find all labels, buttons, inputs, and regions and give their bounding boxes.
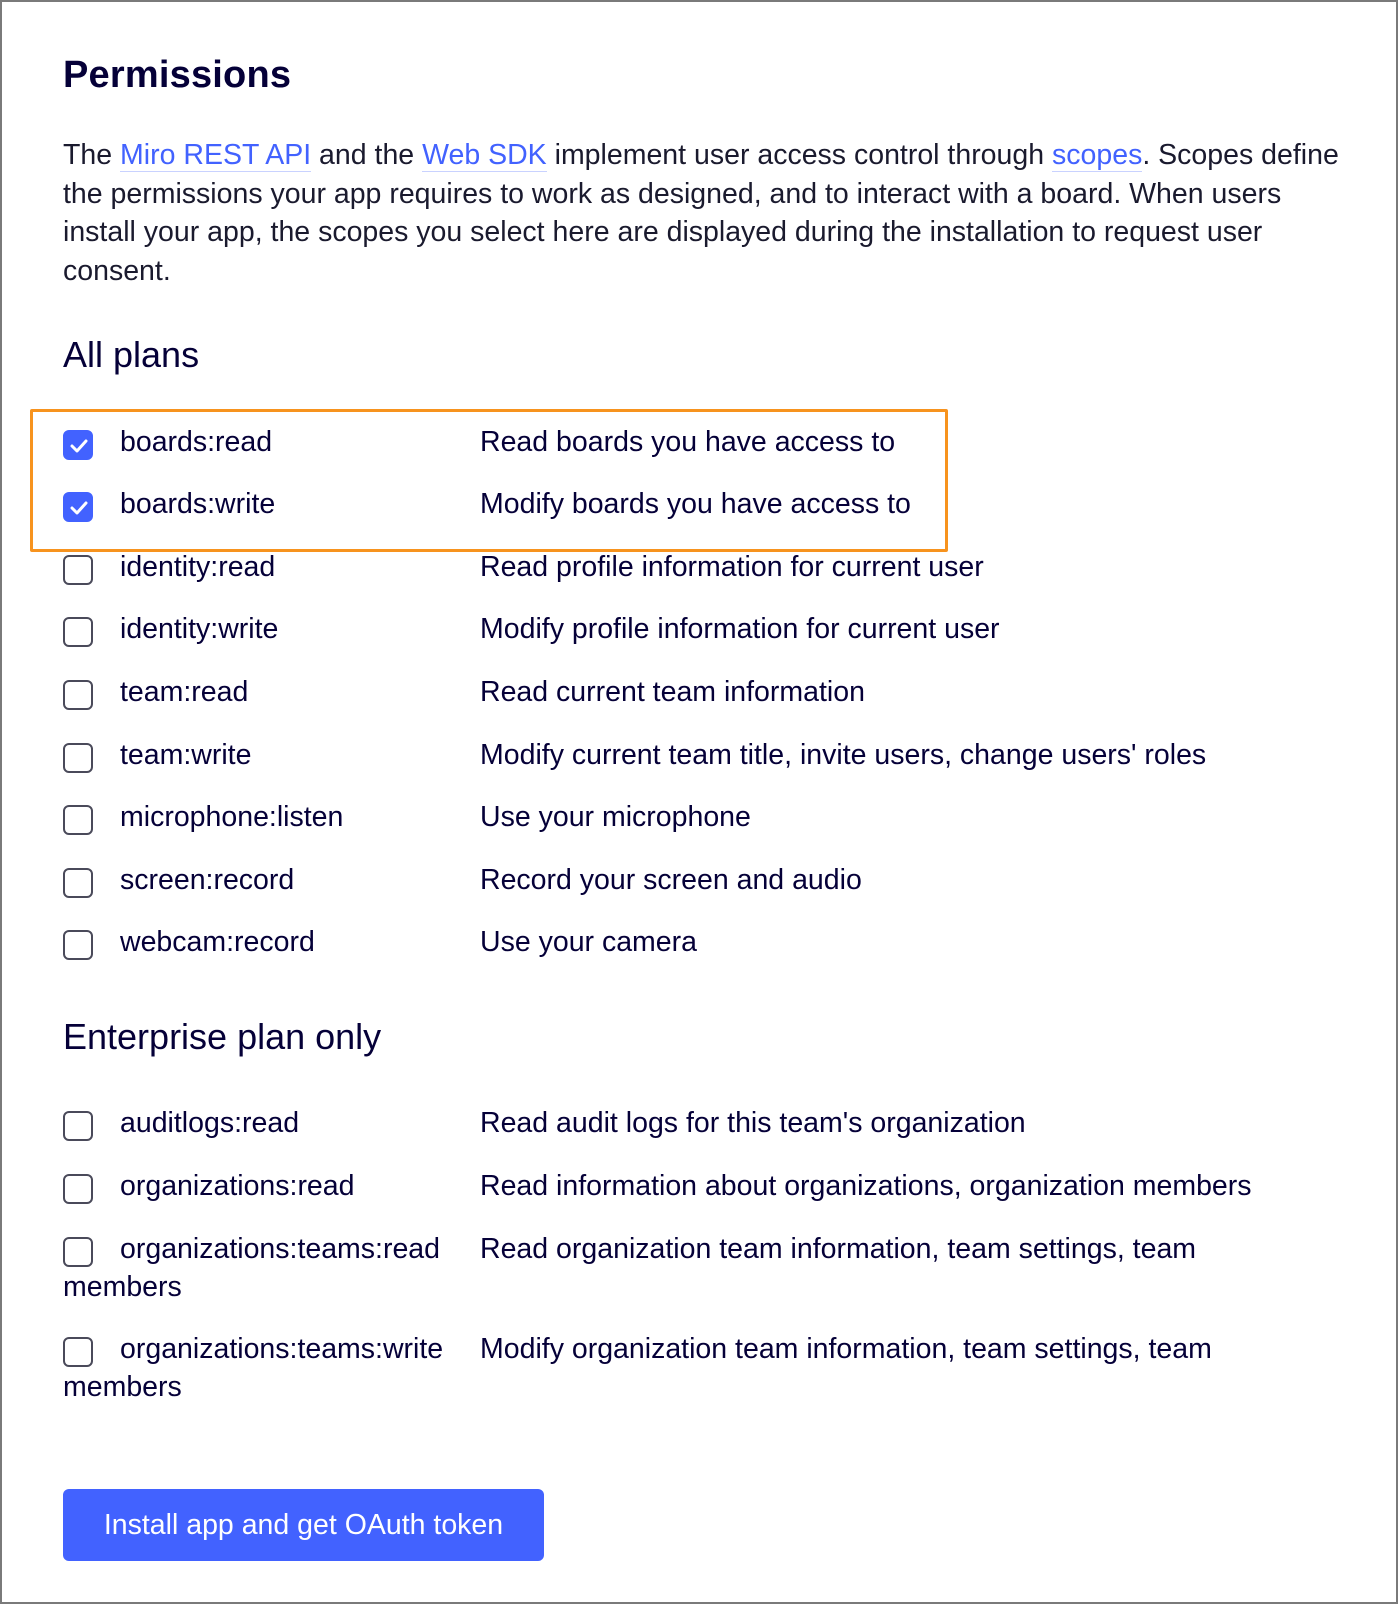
intro-paragraph <box>63 136 1353 290</box>
scope-row[interactable] <box>63 676 1353 720</box>
intro-text: implement user access control through <box>546 139 1053 171</box>
scope-description: Read information about organizations, organization members <box>480 1170 1252 1202</box>
scope-checkbox[interactable] <box>63 1111 93 1141</box>
scope-description: Modify boards you have access to <box>480 488 911 520</box>
scope-name: organizations:read <box>120 1170 355 1202</box>
scope-row[interactable] <box>63 1333 1353 1403</box>
miro-rest-api-link[interactable]: Miro REST API <box>120 139 312 171</box>
scope-description: Record your screen and audio <box>480 864 862 896</box>
scope-description: Modify profile information for current user <box>480 613 1000 645</box>
intro-text: and the <box>311 139 423 171</box>
scope-description: Use your microphone <box>480 801 751 833</box>
intro-text: . Scopes define the permissions your app requires to work as designed, and to interact with a board. When users install your app, the scopes you select here are displayed during the installation to request user consent. <box>63 139 1339 287</box>
install-app-button[interactable]: Install app and get OAuth token <box>63 1489 544 1561</box>
scope-name: team:write <box>120 739 252 771</box>
scope-checkbox[interactable] <box>63 1337 93 1367</box>
scope-row[interactable] <box>63 1107 1353 1151</box>
scope-description: Modify organization team information, team settings, team <box>480 1333 1212 1365</box>
scope-name: auditlogs:read <box>120 1107 300 1139</box>
scope-name: microphone:listen <box>120 801 344 833</box>
scope-checkbox[interactable] <box>63 555 93 585</box>
scope-row[interactable] <box>63 739 1353 783</box>
scope-row[interactable] <box>63 1170 1353 1214</box>
web-sdk-link[interactable]: Web SDK <box>422 139 547 171</box>
scope-name: team:read <box>120 676 249 708</box>
scope-name: webcam:record <box>120 926 315 958</box>
scope-checkbox[interactable] <box>63 868 93 898</box>
scope-name: organizations:teams:read <box>120 1233 441 1265</box>
scope-checkbox[interactable] <box>63 680 93 710</box>
scope-checkbox[interactable] <box>63 617 93 647</box>
scope-checkbox[interactable] <box>63 805 93 835</box>
scope-name-wrap: members <box>63 1371 182 1403</box>
intro-text: The <box>63 139 121 171</box>
scope-name: boards:write <box>120 488 276 520</box>
scope-name: boards:read <box>120 426 273 458</box>
scopes-link[interactable]: scopes <box>1052 139 1143 171</box>
page-title: Permissions <box>63 54 292 96</box>
scope-row[interactable] <box>63 801 1353 845</box>
scope-checkbox[interactable] <box>63 930 93 960</box>
highlight-box <box>30 409 948 552</box>
scope-description: Read profile information for current user <box>480 551 984 583</box>
scope-description: Use your camera <box>480 926 697 958</box>
scope-description: Read boards you have access to <box>480 426 896 458</box>
scope-row[interactable] <box>63 613 1353 657</box>
scope-checkbox[interactable] <box>63 743 93 773</box>
scope-description: Read current team information <box>480 676 865 708</box>
all-plans-heading: All plans <box>63 334 200 375</box>
scope-description: Read organization team information, team settings, team <box>480 1233 1197 1265</box>
scope-name: identity:read <box>120 551 276 583</box>
scope-name: identity:write <box>120 613 279 645</box>
scope-name: screen:record <box>120 864 295 896</box>
scope-row[interactable] <box>63 926 1353 970</box>
scope-row[interactable] <box>63 864 1353 908</box>
scope-description: Modify current team title, invite users, change users' roles <box>480 739 1207 771</box>
scope-row[interactable] <box>63 1233 1353 1303</box>
scope-name-wrap: members <box>63 1271 182 1303</box>
scope-description: Read audit logs for this team's organization <box>480 1107 1026 1139</box>
enterprise-heading: Enterprise plan only <box>63 1016 382 1057</box>
scope-row[interactable] <box>63 551 1353 595</box>
scope-name: organizations:teams:write <box>120 1333 444 1365</box>
scope-checkbox[interactable] <box>63 1174 93 1204</box>
scope-checkbox[interactable] <box>63 1237 93 1267</box>
